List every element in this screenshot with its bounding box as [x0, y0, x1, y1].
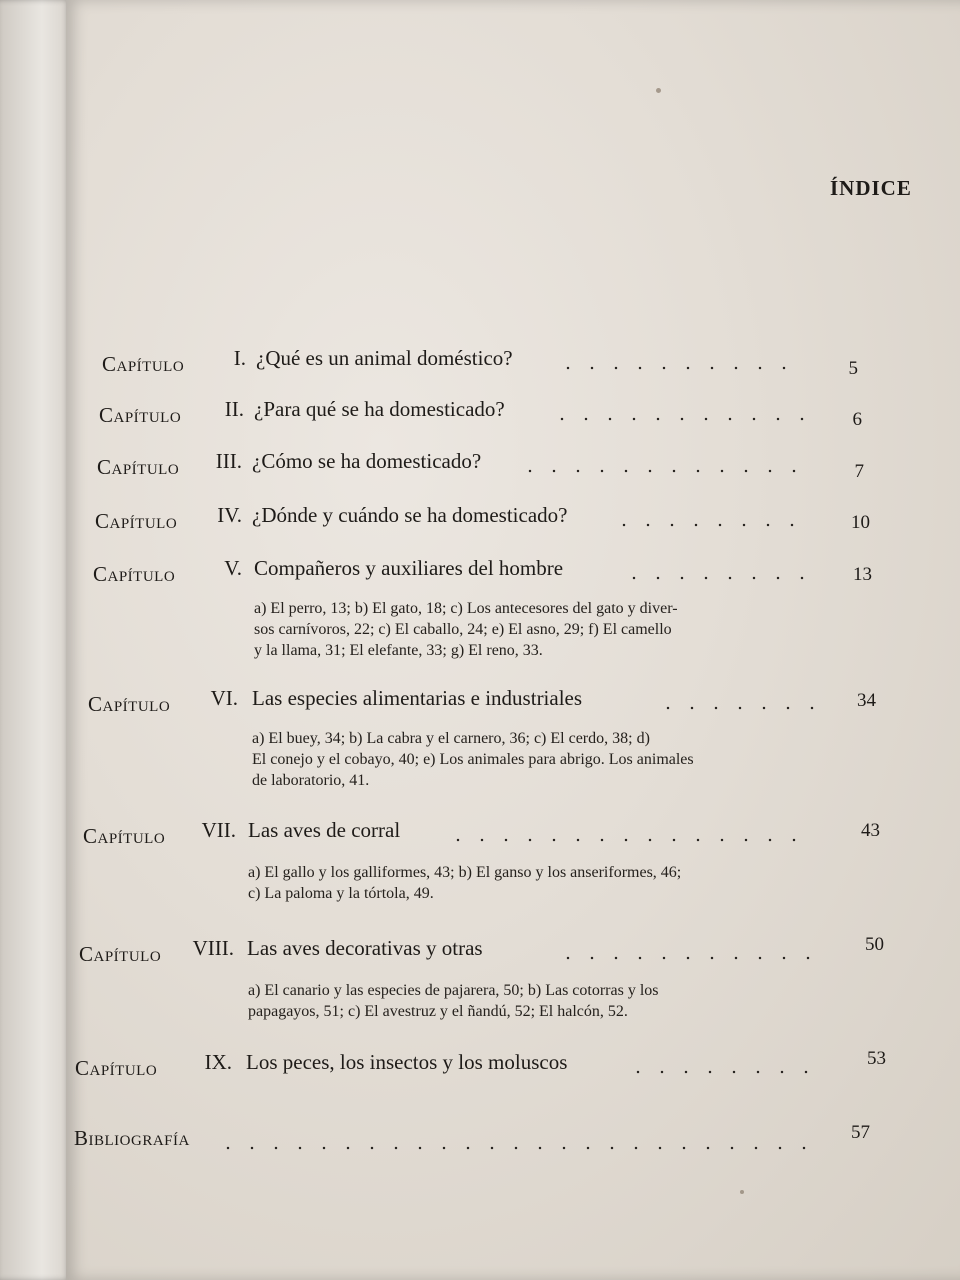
page-number: 13: [853, 564, 872, 585]
subsection-line: de laboratorio, 41.: [252, 772, 370, 789]
page-number: 34: [857, 690, 876, 711]
leader-dots: [612, 523, 812, 527]
page-number: 7: [854, 461, 864, 482]
chapter-number: VI.: [210, 686, 238, 710]
subsection-line: El conejo y el cobayo, 40; e) Los animales para abrigo. Los animales: [252, 751, 694, 768]
page-number: 53: [867, 1048, 886, 1069]
paper-speck: [740, 1190, 744, 1194]
chapter-label: Capítulo: [75, 1056, 158, 1080]
chapter-number: VII.: [201, 818, 236, 842]
chapter-title: Los peces, los insectos y los moluscos: [246, 1050, 568, 1074]
chapter-title: Las especies alimentarias e industriales: [252, 686, 583, 710]
subsection-line: a) El canario y las especies de pajarera, 50; b) Las cotorras y los: [248, 982, 659, 999]
toc-entry[interactable]: [66, 556, 960, 596]
toc-entry[interactable]: [66, 818, 960, 858]
leader-dots: [556, 956, 826, 960]
chapter-number: I.: [233, 346, 246, 370]
toc-entry[interactable]: [66, 686, 960, 726]
page-title: ÍNDICE: [830, 176, 912, 200]
leader-dots: [622, 576, 812, 580]
chapter-label: Capítulo: [97, 455, 180, 479]
chapter-number: IV.: [217, 503, 242, 527]
chapter-title: ¿Dónde y cuándo se ha domesticado?: [252, 503, 568, 527]
toc-entry[interactable]: [66, 1050, 960, 1090]
chapter-title: Compañeros y auxiliares del hombre: [254, 556, 564, 580]
chapter-label: Capítulo: [93, 562, 176, 586]
chapter-title: ¿Cómo se ha domesticado?: [252, 449, 482, 473]
subsection-line: a) El gallo y los galliformes, 43; b) El ganso y los anseriformes, 46;: [248, 864, 682, 881]
paper-speck: [656, 88, 661, 93]
leader-dots: [518, 469, 808, 473]
page-number: 10: [851, 512, 870, 533]
toc-entry[interactable]: [66, 503, 960, 543]
page-number: 50: [865, 934, 884, 955]
chapter-label: Capítulo: [99, 403, 182, 427]
leader-dots: [656, 706, 816, 710]
bibliography-label: Bibliografía: [74, 1126, 190, 1150]
chapter-label: Capítulo: [95, 509, 178, 533]
leader-dots: [216, 1146, 826, 1150]
chapter-title: Las aves de corral: [248, 818, 401, 842]
chapter-number: II.: [224, 397, 244, 421]
subsection-line: c) La paloma y la tórtola, 49.: [248, 885, 434, 902]
page-number: 5: [848, 358, 858, 379]
toc-entry[interactable]: [66, 449, 960, 489]
chapter-number: VIII.: [192, 936, 234, 960]
chapter-title: Las aves decorativas y otras: [247, 936, 483, 960]
subsection-line: sos carnívoros, 22; c) El caballo, 24; e) El asno, 29; f) El camello: [254, 621, 672, 638]
index-page: [66, 0, 960, 1280]
subsection-line: a) El buey, 34; b) La cabra y el carnero, 36; c) El cerdo, 38; d): [252, 730, 650, 747]
chapter-number: III.: [215, 449, 242, 473]
chapter-number: IX.: [204, 1050, 232, 1074]
chapter-title: ¿Qué es un animal doméstico?: [256, 346, 513, 370]
leader-dots: [556, 366, 801, 370]
leader-dots: [550, 417, 805, 421]
page-number: 6: [852, 409, 862, 430]
toc-entry[interactable]: [66, 346, 960, 386]
subsection-line: papagayos, 51; c) El avestruz y el ñandú, 52; El halcón, 52.: [248, 1003, 628, 1020]
chapter-label: Capítulo: [83, 824, 166, 848]
bibliography-entry[interactable]: [66, 1122, 960, 1162]
subsection-line: y la llama, 31; El elefante, 33; g) El reno, 33.: [254, 642, 543, 659]
subsection-line: a) El perro, 13; b) El gato, 18; c) Los antecesores del gato y diver-: [254, 600, 678, 617]
page-number: 43: [861, 820, 880, 841]
toc-entry[interactable]: [66, 936, 960, 976]
chapter-title: ¿Para qué se ha domesticado?: [254, 397, 505, 421]
facing-page-edge: [0, 0, 70, 1280]
leader-dots: [626, 1070, 826, 1074]
chapter-label: Capítulo: [79, 942, 162, 966]
leader-dots: [446, 838, 816, 842]
chapter-number: V.: [224, 556, 242, 580]
chapter-label: Capítulo: [102, 352, 185, 376]
page-number: 57: [851, 1122, 870, 1143]
chapter-label: Capítulo: [88, 692, 171, 716]
toc-entry[interactable]: [66, 397, 960, 437]
